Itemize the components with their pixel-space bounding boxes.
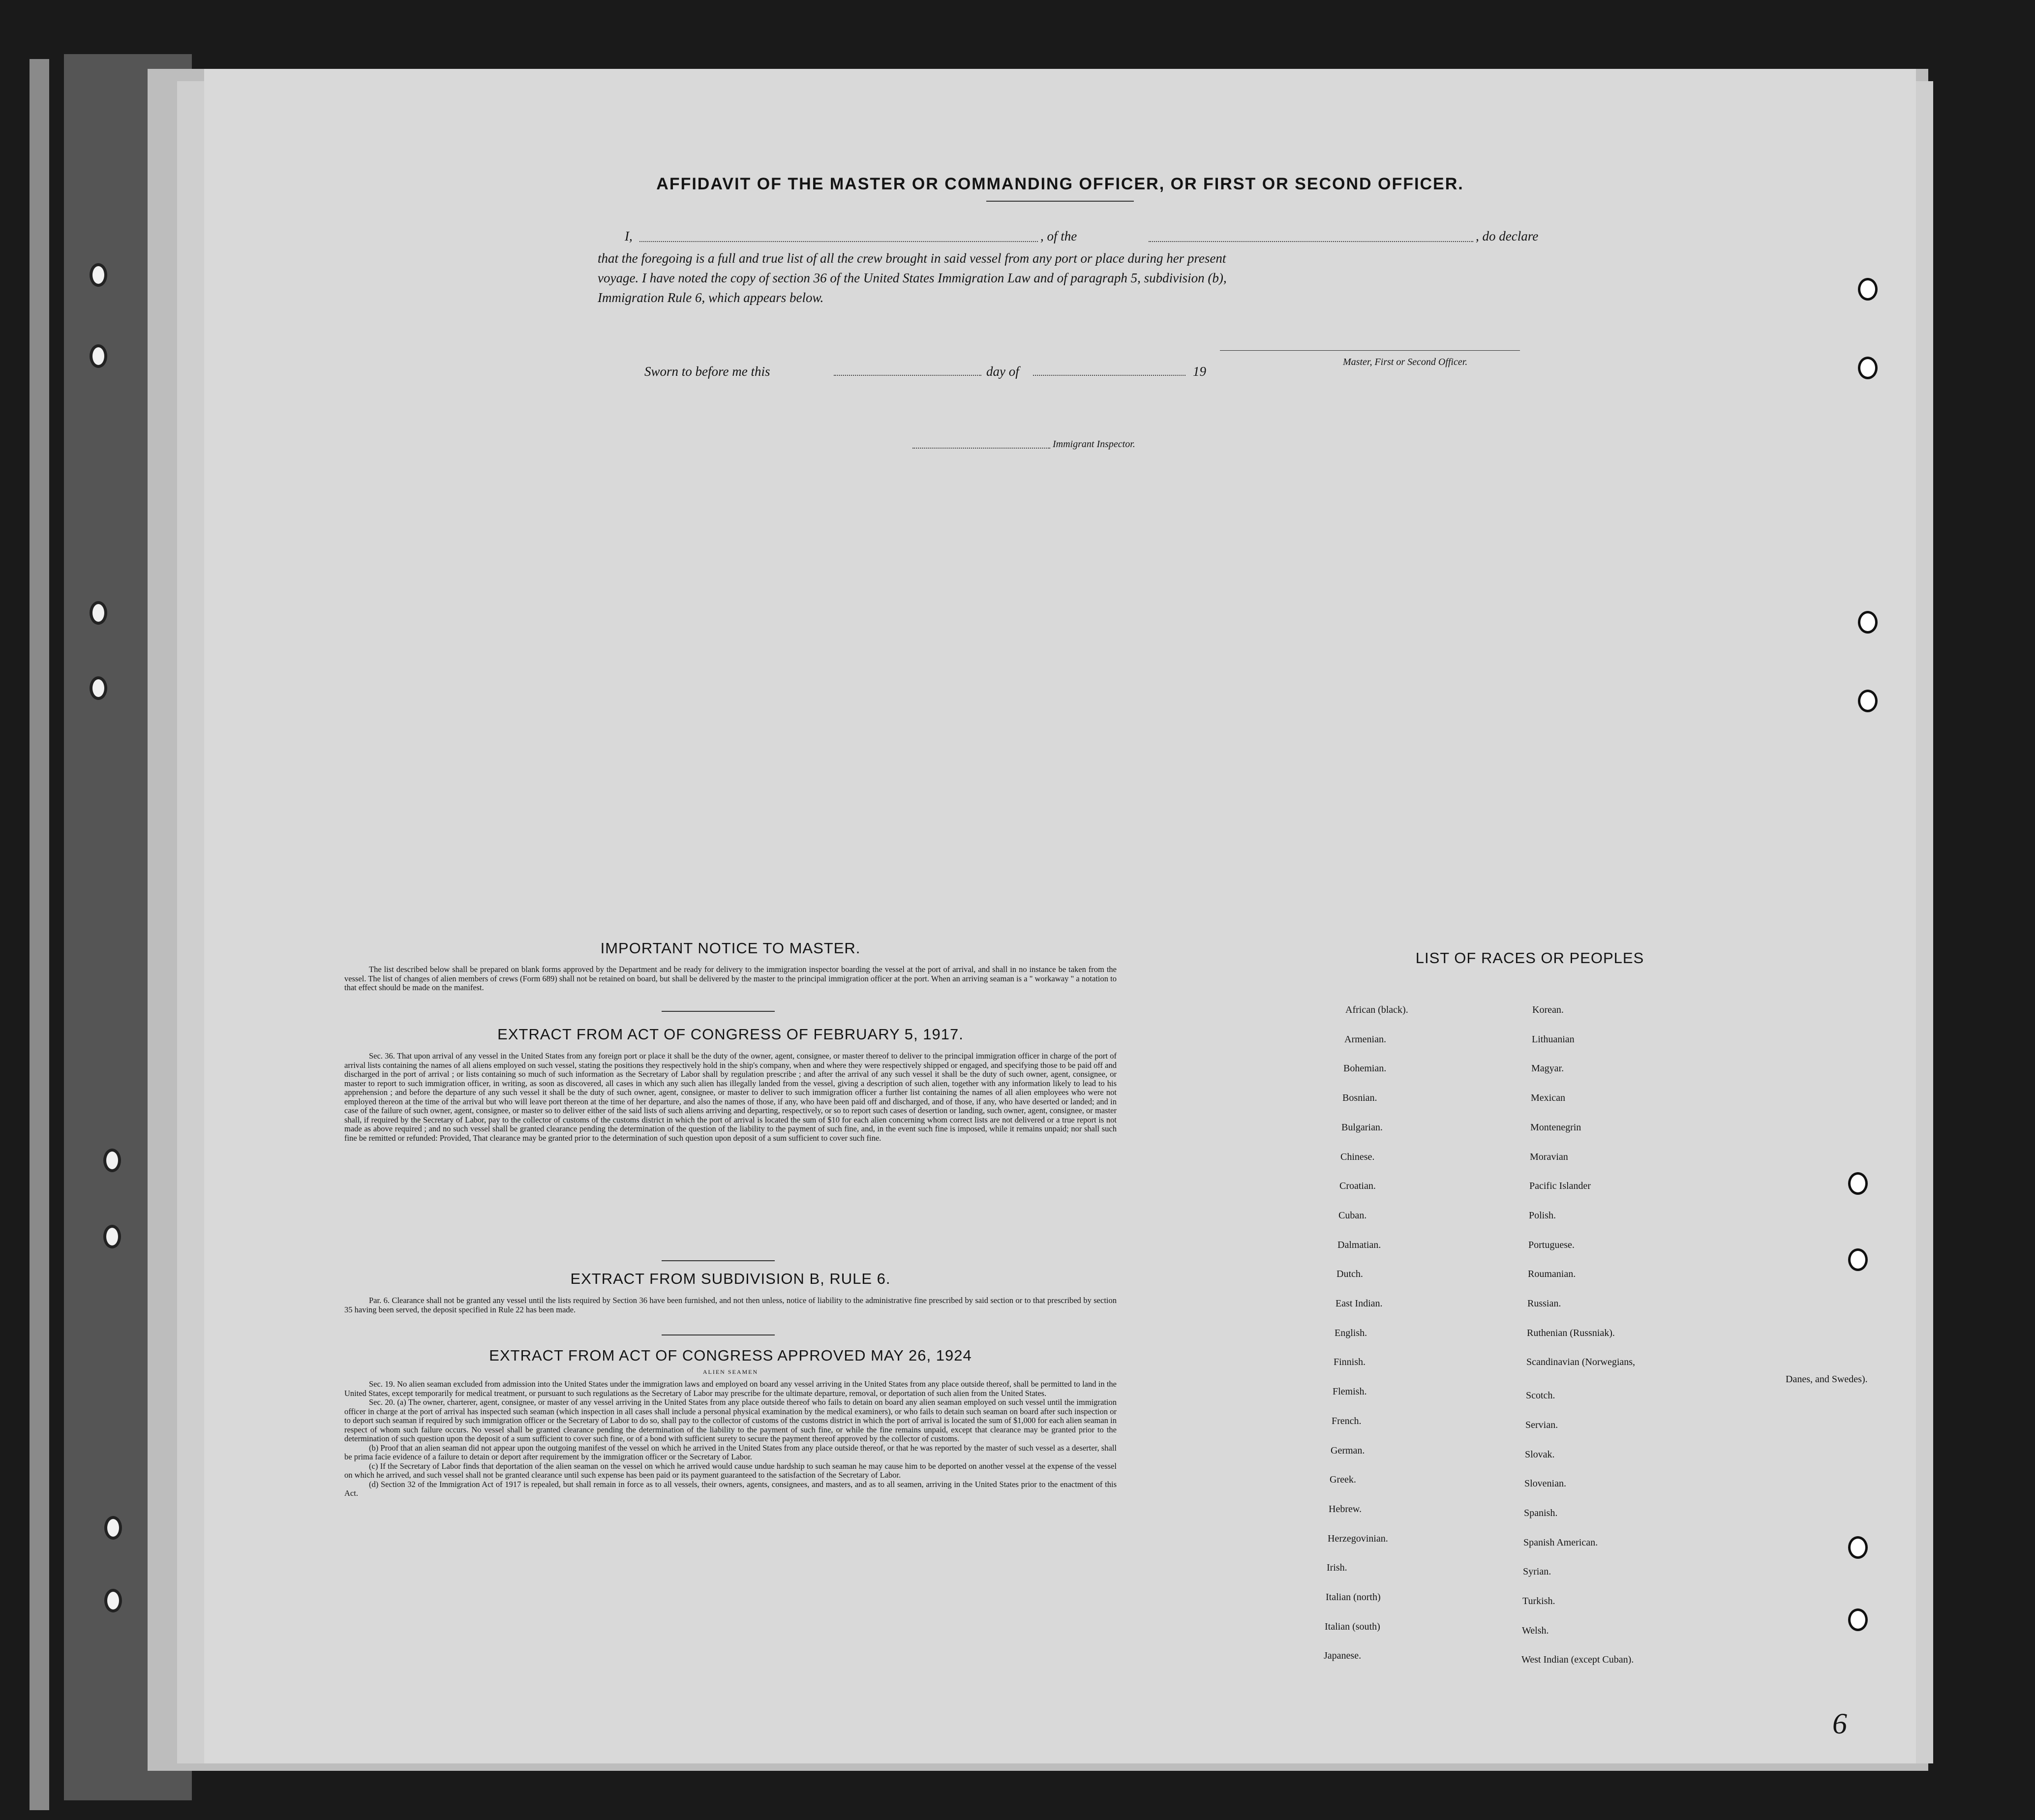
race-item: Russian. bbox=[1527, 1298, 1561, 1309]
sworn-text: Sworn to before me this bbox=[644, 364, 770, 379]
race-item: Herzegovinian. bbox=[1328, 1533, 1388, 1544]
race-item: Italian (south) bbox=[1325, 1621, 1380, 1632]
binder-hole bbox=[90, 676, 107, 700]
race-item: Scotch. bbox=[1526, 1390, 1555, 1401]
inspector-caption: Immigrant Inspector. bbox=[1053, 439, 1135, 450]
race-item: Mexican bbox=[1531, 1092, 1565, 1103]
race-item: Ruthenian (Russniak). bbox=[1527, 1328, 1615, 1338]
race-item: Armenian. bbox=[1344, 1034, 1386, 1045]
race-item: Dutch. bbox=[1336, 1269, 1363, 1279]
race-item: Spanish American. bbox=[1523, 1537, 1598, 1548]
races-title: LIST OF RACES OR PEOPLES bbox=[1415, 949, 1644, 967]
punch-hole bbox=[1858, 278, 1878, 301]
affidavit-line2: that the foregoing is a full and true list of all the crew brought in said vessel from any port or place during her present bbox=[598, 251, 1226, 266]
signature-caption: Master, First or Second Officer. bbox=[1343, 357, 1468, 367]
race-item: Bohemian. bbox=[1343, 1063, 1387, 1074]
punch-hole bbox=[1858, 357, 1878, 379]
race-item: English. bbox=[1335, 1328, 1367, 1338]
section-36-paragraph: Sec. 36. That upon arrival of any vessel in the United States from any foreign port or place it shall be the duty of the owner, agent, consignee, or master thereof to deliver to the principal immigration officer in charge of the port of arrival lists containing the names of all aliens employed on such vessel, stating the positions they respectively hold in the ship's company, when and where they were respectively shipped or engaged, and specifying those to be paid off and discharged in the port of arrival ; or lists containing so much of such information as the Secretary of Labor shall by regulation prescribe ; and after the arrival of any such vessel it shall be the duty of such owner, agent, consignee, or master to report to such immigration officer, in writing, as soon as discovered, all cases in which any such alien has illegally landed from the vessel, giving a description of such alien, together with any information likely to lead to his apprehension ; and before the departure of any such vessel it shall be the duty of such owner, agent, consignee, or master to deliver to such immigration officer a further list containing the names of all alien employees who were not employed thereon at the time of the arrival but who will leave port thereon at the time of her departure, and also the names of those, if any, who have been paid off and discharged, and of those, if any, who have deserted or landed; and in case of the failure of such owner, agent, consignee, or master so to deliver either of the said lists of such aliens arriving and departing, respectively, or so to report such cases of desertion or landing, such owner, agent, consignee, or master shall, if required by the Secretary of Labor, pay to the collector of customs of the customs district in which the port of arrival is located the sum of $10 for each alien concerning whom correct lists are not delivered or a true report is not made as above required ; and no such vessel shall be granted clearance pending the determination of the question of the liability to the payment of such fine, and, in the event such fine is imposed, while it remains unpaid; nor shall such fine be remitted or refunded: Provided, That clearance may be granted prior to the determination of such question upon deposit of a sum sufficient to cover such fine. bbox=[344, 1051, 1117, 1143]
section-divider bbox=[662, 1011, 775, 1012]
race-item: Irish. bbox=[1327, 1562, 1347, 1573]
extract-1924-body bbox=[344, 1380, 1117, 1498]
sec-20d-paragraph: (d) Section 32 of the Immigration Act of 1917 is repealed, but shall remain in force as to all vessels, their owners, agents, consignees, and masters, and as to all seamen, arriving in the United States prior to the enactment of this Act. bbox=[344, 1479, 1117, 1498]
race-item: Dalmatian. bbox=[1337, 1240, 1381, 1250]
extract-1917-body bbox=[344, 1052, 1117, 1143]
race-item: West Indian (except Cuban). bbox=[1521, 1654, 1634, 1665]
punch-hole bbox=[1848, 1172, 1868, 1195]
notice-paragraph: The list described below shall be prepared on blank forms approved by the Department and be ready for delivery to the immigration inspector boarding the vessel at the port of arrival, and shall in no instance be taken from the vessel. The list of changes of alien members of crews (Form 689) shall not be retained on board, but shall be delivered by the master to the principal immigration officer at the port. When an arriving seaman is a " workaway " a notation to that effect should be made on the manifest. bbox=[344, 965, 1117, 992]
extract-rule6-body bbox=[344, 1296, 1117, 1314]
affidavit-declare: , do declare bbox=[1476, 229, 1539, 243]
race-item: Japanese. bbox=[1324, 1650, 1362, 1661]
race-item: East Indian. bbox=[1336, 1298, 1383, 1309]
sworn-year: 19 bbox=[1193, 364, 1206, 379]
binder-hole bbox=[90, 601, 107, 625]
binder-hole bbox=[104, 1589, 122, 1612]
race-item: Korean. bbox=[1532, 1004, 1564, 1015]
affidavit-i: I, bbox=[625, 229, 633, 243]
extract-1924-title: EXTRACT FROM ACT OF CONGRESS APPROVED MAY 26, 1924 bbox=[489, 1347, 972, 1364]
race-item: Servian. bbox=[1525, 1420, 1558, 1430]
notice-body bbox=[344, 965, 1117, 993]
day-blank[interactable] bbox=[834, 375, 981, 376]
race-item: Scandinavian (Norwegians, bbox=[1526, 1357, 1636, 1367]
race-item: Flemish. bbox=[1333, 1386, 1367, 1397]
race-item: Finnish. bbox=[1334, 1357, 1366, 1367]
form-sheet bbox=[204, 69, 1916, 1763]
race-item: Croatian. bbox=[1339, 1181, 1376, 1191]
affidavit-line4: Immigration Rule 6, which appears below. bbox=[598, 290, 824, 305]
race-item: Portuguese. bbox=[1528, 1240, 1575, 1250]
binder-hole bbox=[104, 1516, 122, 1540]
punch-hole bbox=[1858, 690, 1878, 712]
race-item: Magyar. bbox=[1531, 1063, 1564, 1074]
race-item: Polish. bbox=[1529, 1210, 1556, 1221]
sec-20c-paragraph: (c) If the Secretary of Labor finds that deportation of the alien seaman on the vessel on which he arrived would cause undue hardship to such seaman he may cause him to be deported on another vessel at the expense of the vessel on which he arrived, and such vessel shall not be granted clearance until such expense has been paid or its payment guaranteed to the satisfaction of the Secretary of Labor. bbox=[344, 1461, 1117, 1480]
affidavit-line3: voyage. I have noted the copy of section 36 of the United States Immigration Law and of paragraph 5, subdivision (b), bbox=[598, 271, 1227, 285]
race-item: African (black). bbox=[1345, 1004, 1408, 1015]
affidavit-of-the: , of the bbox=[1040, 229, 1077, 243]
race-item: French. bbox=[1332, 1416, 1362, 1426]
punch-hole bbox=[1848, 1608, 1868, 1631]
race-item: Montenegrin bbox=[1530, 1122, 1581, 1133]
race-item: Slovenian. bbox=[1524, 1478, 1566, 1489]
handwritten-mark: 6 bbox=[1832, 1707, 1847, 1740]
sworn-day: day of bbox=[986, 364, 1019, 379]
sec-20a-paragraph: Sec. 20. (a) The owner, charterer, agent, consignee, or master of any vessel arriving in the United States from any place outside thereof who fails to detain on board any alien seaman employed on such vessel until the immigration officer in charge at the port of arrival has inspected such seaman (which inspection in all cases shall include a personal physical examination by the medical examiners), or who fails to detain such seaman on board after such inspection or to deport such seaman if required by such immigration officer or the Secretary of Labor to do so, shall pay to the collector of customs of the customs district in which the port of arrival is located the sum of $1,000 for each alien seaman in respect of whom such failure occurs. No vessel shall be granted clearance pending the determination of the liability to the payment of such fine, or while the fine remains unpaid, except that clearance may be granted prior to the determination of such question upon the deposit of a sum sufficient to cover such fine, or of a bond with sufficient surety to secure the payment thereof approved by the collector of customs. bbox=[344, 1397, 1117, 1443]
binder-edge bbox=[30, 59, 49, 1810]
extract-rule6-title: EXTRACT FROM SUBDIVISION B, RULE 6. bbox=[570, 1270, 891, 1287]
race-item: Lithuanian bbox=[1532, 1034, 1575, 1045]
race-item: Cuban. bbox=[1338, 1210, 1367, 1221]
binder-hole bbox=[90, 344, 107, 368]
race-item: Roumanian. bbox=[1528, 1269, 1576, 1279]
race-item: Moravian bbox=[1530, 1152, 1568, 1162]
binder-hole bbox=[103, 1225, 121, 1248]
signature-line[interactable] bbox=[1220, 350, 1520, 351]
race-item-continuation: Danes, and Swedes). bbox=[1786, 1374, 1868, 1385]
race-item: Syrian. bbox=[1523, 1566, 1551, 1577]
par-6-paragraph: Par. 6. Clearance shall not be granted any vessel until the lists required by Section 36 have been furnished, and not then unless, notice of liability to the administrative fine prescribed by said section or to that prescribed by section 35 having been served, the deposit specified in Rule 22 has been made. bbox=[344, 1296, 1117, 1314]
binder-hole bbox=[103, 1149, 121, 1172]
section-divider bbox=[662, 1260, 775, 1261]
race-item: German. bbox=[1331, 1445, 1365, 1456]
name-blank[interactable] bbox=[639, 241, 1038, 242]
race-item: Chinese. bbox=[1340, 1152, 1375, 1162]
alien-seamen-subtitle: ALIEN SEAMEN bbox=[702, 1368, 759, 1375]
inspector-blank[interactable] bbox=[912, 448, 1050, 449]
extract-1917-title: EXTRACT FROM ACT OF CONGRESS OF FEBRUARY 5, 1917. bbox=[497, 1026, 964, 1043]
affidavit-title: AFFIDAVIT OF THE MASTER OR COMMANDING OFFICER, OR FIRST OR SECOND OFFICER. bbox=[656, 175, 1464, 193]
vessel-blank[interactable] bbox=[1149, 241, 1473, 242]
title-divider bbox=[986, 201, 1134, 202]
race-item: Bulgarian. bbox=[1341, 1122, 1383, 1133]
race-item: Turkish. bbox=[1522, 1596, 1555, 1607]
punch-hole bbox=[1848, 1536, 1868, 1559]
sec-20b-paragraph: (b) Proof that an alien seaman did not appear upon the outgoing manifest of the vessel on which he arrived in the United States from any place outside thereof, or that he was reported by the master of such vessel as a deserter, shall be prima facie evidence of a failure to detain or deport after requirement by the immigration officer or the Secretary of Labor. bbox=[344, 1443, 1117, 1461]
binder-hole bbox=[90, 263, 107, 287]
race-item: Bosnian. bbox=[1342, 1092, 1377, 1103]
race-item: Greek. bbox=[1330, 1474, 1356, 1485]
race-item: Slovak. bbox=[1525, 1449, 1555, 1460]
race-item: Spanish. bbox=[1524, 1508, 1558, 1518]
sec-19-paragraph: Sec. 19. No alien seaman excluded from admission into the United States under the immigration laws and employed on board any vessel arriving in the United States from any place outside thereof, shall be permitted to land in the United States, except temporarily for medical treatment, or pursuant to such regulations as the Secretary of Labor may prescribe for the ultimate departure, removal, or deportation of such alien from the United States. bbox=[344, 1379, 1117, 1398]
punch-hole bbox=[1858, 611, 1878, 634]
month-blank[interactable] bbox=[1033, 375, 1185, 376]
race-item: Pacific Islander bbox=[1529, 1181, 1591, 1191]
punch-hole bbox=[1848, 1248, 1868, 1271]
race-item: Italian (north) bbox=[1326, 1592, 1381, 1603]
race-item: Hebrew. bbox=[1329, 1504, 1362, 1515]
race-item: Welsh. bbox=[1522, 1625, 1549, 1636]
notice-title: IMPORTANT NOTICE TO MASTER. bbox=[600, 940, 861, 957]
